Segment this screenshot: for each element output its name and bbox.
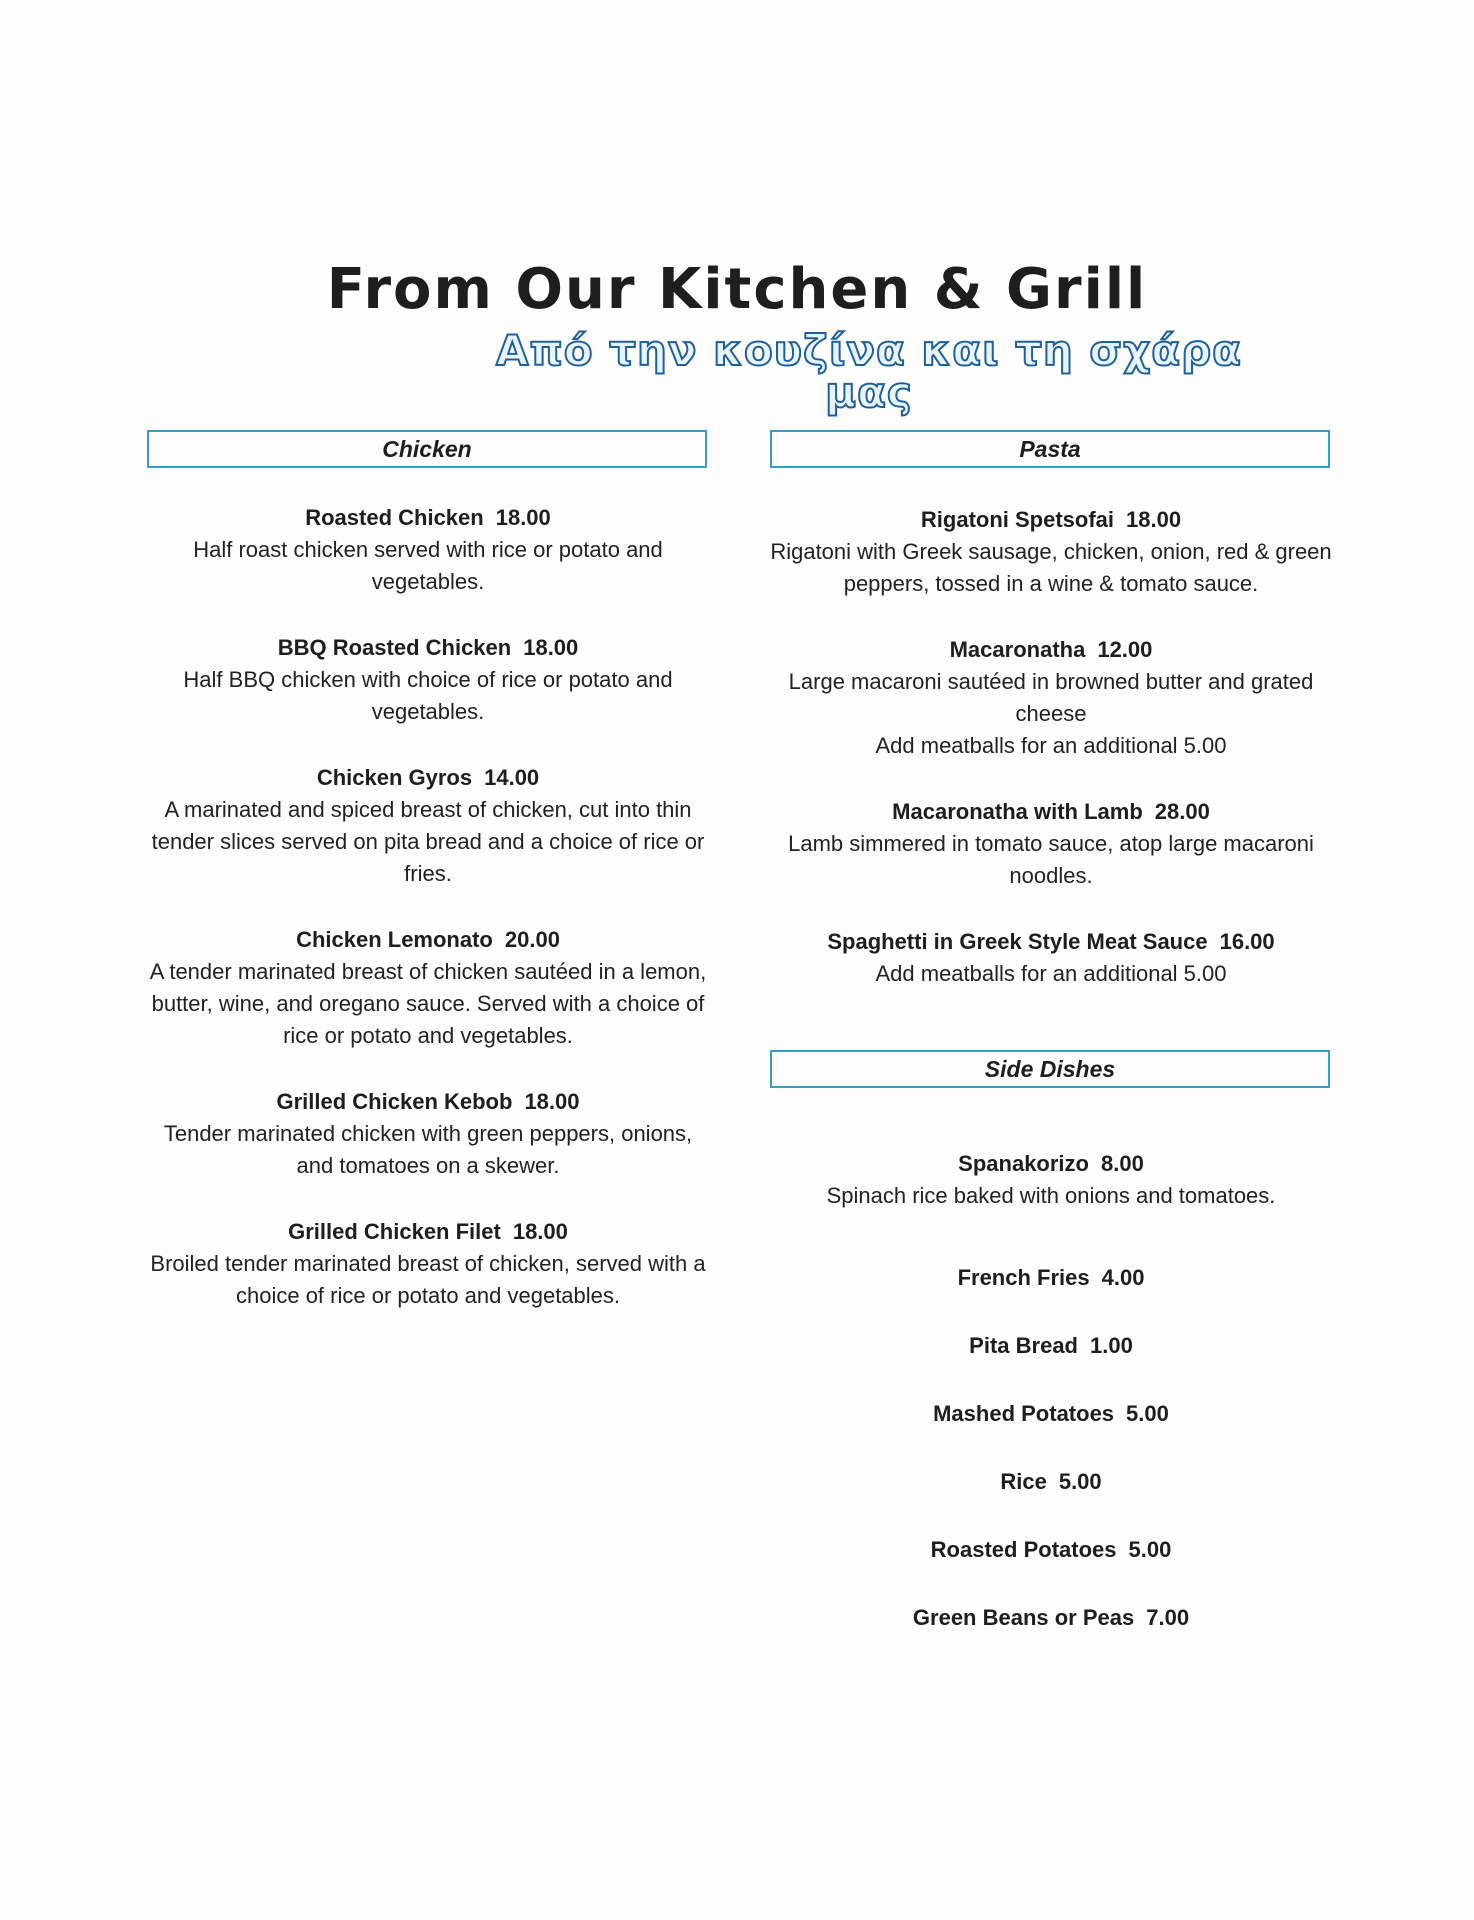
right-column xyxy=(770,430,1332,1634)
menu-item-name: Chicken Lemonato xyxy=(296,927,493,952)
menu-item-name: Rice xyxy=(1000,1469,1047,1494)
menu-item-price: 18.00 xyxy=(495,505,551,530)
menu-item-title xyxy=(770,1466,1332,1498)
menu-item-title xyxy=(147,632,709,664)
menu-item-price: 18.00 xyxy=(524,1089,580,1114)
menu-item-price: 8.00 xyxy=(1100,1151,1144,1176)
menu-item-name: French Fries xyxy=(957,1265,1090,1290)
menu-item-price: 12.00 xyxy=(1097,637,1153,662)
menu-item-title xyxy=(147,762,709,794)
menu-item-title xyxy=(147,924,709,956)
menu-item-description: Rigatoni with Greek sausage, chicken, onion, red & green peppers, tossed in a wine & tomato sauce. xyxy=(770,539,1332,596)
menu-item-title xyxy=(770,926,1332,958)
menu-item-description: A tender marinated breast of chicken sautéed in a lemon, butter, wine, and oregano sauce. Served with a choice of rice or potato and vegetables. xyxy=(149,959,707,1048)
menu-item-title xyxy=(770,1534,1332,1566)
menu-item-price: 18.00 xyxy=(512,1219,568,1244)
menu-item xyxy=(147,1216,709,1312)
side-dishes-item-list xyxy=(770,1148,1332,1634)
menu-item-name: Rigatoni Spetsofai xyxy=(920,507,1115,532)
menu-item-name: Grilled Chicken Kebob xyxy=(276,1089,513,1114)
menu-item-price: 18.00 xyxy=(1126,507,1182,532)
menu-item-title xyxy=(770,1148,1332,1180)
menu-item-price: 1.00 xyxy=(1090,1333,1133,1358)
menu-item-description: Spinach rice baked with onions and tomatoes. xyxy=(826,1183,1276,1208)
chicken-section xyxy=(147,430,709,1312)
menu-item-price: 16.00 xyxy=(1219,929,1275,954)
menu-item xyxy=(147,762,709,890)
menu-item-name: Mashed Potatoes xyxy=(933,1401,1115,1426)
section-heading-chicken: Chicken xyxy=(147,430,707,468)
menu-item-title xyxy=(147,502,709,534)
menu-item-name: Pita Bread xyxy=(969,1333,1078,1358)
page-subtitle-greek: Από την κουζίνα και τη σχάρα μας xyxy=(495,326,1243,417)
menu-item xyxy=(770,1466,1332,1498)
menu-item xyxy=(770,1262,1332,1294)
menu-item-price: 5.00 xyxy=(1126,1401,1169,1426)
menu-item-price: 5.00 xyxy=(1058,1469,1102,1494)
menu-item-description: Add meatballs for an additional 5.00 xyxy=(875,961,1227,986)
menu-item-title xyxy=(770,504,1332,536)
menu-item-title xyxy=(147,1216,709,1248)
menu-item-name: Macaronatha with Lamb xyxy=(892,799,1143,824)
menu-item xyxy=(770,1330,1332,1362)
menu-item xyxy=(770,1148,1332,1212)
menu-item-title xyxy=(770,634,1332,666)
menu-item-description: Tender marinated chicken with green peppers, onions, and tomatoes on a skewer. xyxy=(163,1121,693,1178)
menu-item-price: 5.00 xyxy=(1128,1537,1172,1562)
pasta-item-list xyxy=(770,504,1332,990)
menu-item-name: Roasted Potatoes xyxy=(930,1537,1117,1562)
menu-item xyxy=(770,504,1332,600)
menu-item-title xyxy=(147,1086,709,1118)
menu-item xyxy=(770,926,1332,990)
section-heading-side-dishes: Side Dishes xyxy=(770,1050,1330,1088)
menu-item-title xyxy=(770,1602,1332,1634)
menu-item-price: 4.00 xyxy=(1101,1265,1145,1290)
menu-item xyxy=(770,1602,1332,1634)
menu-item-name: Grilled Chicken Filet xyxy=(288,1219,501,1244)
menu-item xyxy=(770,796,1332,892)
menu-item-name: BBQ Roasted Chicken xyxy=(277,635,512,660)
menu-item-name: Chicken Gyros xyxy=(316,765,473,790)
side-dishes-heading-wrap xyxy=(770,1050,1332,1088)
menu-item-description: Broiled tender marinated breast of chicken, served with a choice of rice or potato and vegetables. xyxy=(150,1251,706,1308)
menu-item-price: 28.00 xyxy=(1154,799,1210,824)
menu-item-title xyxy=(770,1398,1332,1430)
menu-item xyxy=(770,634,1332,762)
menu-item-note: Add meatballs for an additional 5.00 xyxy=(875,733,1227,758)
menu-item xyxy=(147,924,709,1052)
menu-item-description: Half BBQ chicken with choice of rice or potato and vegetables. xyxy=(183,667,673,724)
menu-item xyxy=(147,632,709,728)
menu-item-name: Spaghetti in Greek Style Meat Sauce xyxy=(827,929,1208,954)
menu-item-description: Lamb simmered in tomato sauce, atop large macaroni noodles. xyxy=(788,831,1314,888)
menu-item-title xyxy=(770,1330,1332,1362)
menu-item-title xyxy=(770,1262,1332,1294)
section-heading-pasta: Pasta xyxy=(770,430,1330,468)
menu-item-price: 7.00 xyxy=(1146,1605,1190,1630)
chicken-item-list xyxy=(147,502,709,1312)
menu-item-name: Spanakorizo xyxy=(958,1151,1089,1176)
page-title: From Our Kitchen & Grill xyxy=(326,257,1148,322)
menu-item-name: Green Beans or Peas xyxy=(912,1605,1135,1630)
menu-item-price: 18.00 xyxy=(523,635,579,660)
menu-item xyxy=(770,1534,1332,1566)
menu-item-name: Macaronatha xyxy=(949,637,1086,662)
menu-item-price: 20.00 xyxy=(504,927,560,952)
menu-item xyxy=(147,502,709,598)
menu-item-name: Roasted Chicken xyxy=(305,505,484,530)
menu-item-description: Half roast chicken served with rice or potato and vegetables. xyxy=(193,537,663,594)
menu-item xyxy=(770,1398,1332,1430)
menu-item-description: A marinated and spiced breast of chicken, cut into thin tender slices served on pita bread and a choice of rice or fries. xyxy=(151,797,705,886)
menu-item xyxy=(147,1086,709,1182)
menu-item-description: Large macaroni sautéed in browned butter and grated cheese xyxy=(788,669,1314,726)
menu-item-price: 14.00 xyxy=(484,765,540,790)
menu-item-title xyxy=(770,796,1332,828)
